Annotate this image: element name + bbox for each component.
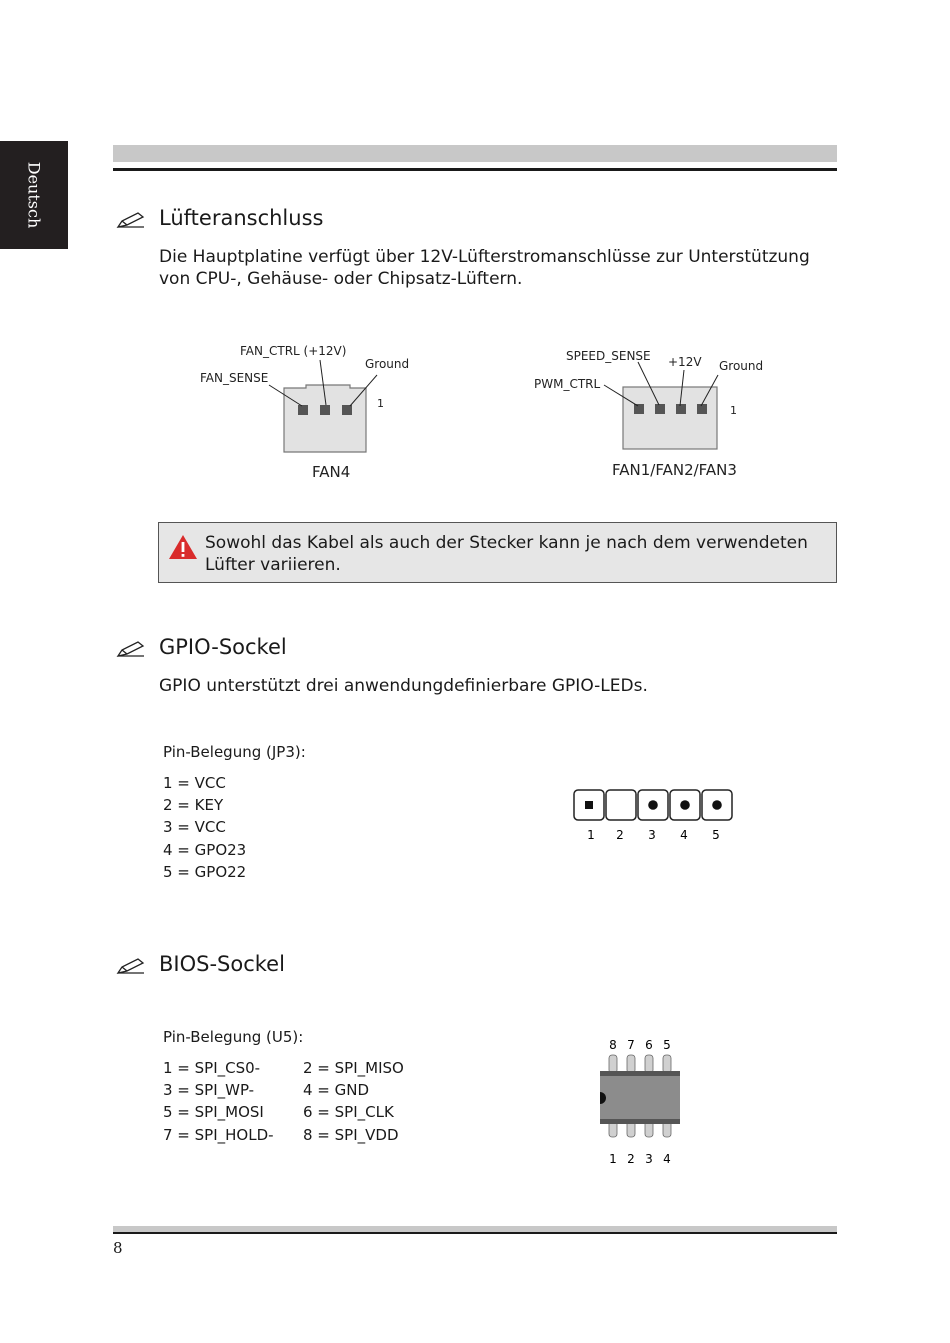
fan4-fan-sense-label: FAN_SENSE	[200, 371, 269, 385]
bios-pin-2: 2 = SPI_MISO	[303, 1059, 404, 1077]
bios-pin-list-left	[163, 1057, 274, 1146]
chip-num-3: 3	[645, 1152, 653, 1166]
jp3-num-4: 4	[680, 828, 688, 842]
bios-chip-diagram	[590, 1035, 690, 1175]
bios-pin-7: 7 = SPI_HOLD-	[163, 1125, 274, 1144]
chip-num-7: 7	[627, 1038, 635, 1052]
warning-box	[158, 522, 837, 583]
fan123-ground-label: Ground	[719, 359, 764, 373]
gpio-pin-1: 1 = VCC	[163, 774, 226, 792]
language-tab	[0, 141, 68, 249]
page-number: 8	[113, 1239, 123, 1257]
footer-rule	[113, 1232, 837, 1234]
header-gray-bar	[113, 145, 837, 162]
chip-num-2: 2	[627, 1152, 635, 1166]
fan-heading: Lüfteranschluss	[159, 206, 324, 230]
bios-pin-6: 6 = SPI_CLK	[303, 1103, 394, 1122]
gpio-pin-list	[163, 772, 246, 883]
bios-pin-5: 5 = SPI_MOSI	[163, 1103, 264, 1122]
jp3-num-3: 3	[648, 828, 656, 842]
chip-num-8: 8	[609, 1038, 617, 1052]
fan4-ground-label: Ground	[365, 357, 410, 371]
jp3-header-diagram	[570, 787, 740, 849]
bios-pin-3: 3 = SPI_WP-	[163, 1081, 255, 1100]
bios-pin-1: 1 = SPI_CS0-	[163, 1059, 261, 1077]
gpio-pin-5: 5 = GPO22	[163, 862, 247, 881]
fan123-speed-sense-label: SPEED_SENSE	[566, 349, 651, 363]
chip-num-1: 1	[609, 1152, 617, 1166]
jp3-num-2: 2	[616, 828, 624, 842]
gpio-heading: GPIO-Sockel	[159, 635, 287, 659]
pencil-icon	[116, 211, 146, 229]
fan123-caption: FAN1/FAN2/FAN3	[612, 461, 737, 479]
fan-description: Die Hauptplatine verfügt über 12V-Lüfterstromanschlüsse zur Unterstützung von CPU-, Gehäuse- oder Chipsatz-Lüftern.	[159, 247, 810, 289]
bios-pin-8: 8 = SPI_VDD	[303, 1125, 399, 1144]
fan123-12v-label: +12V	[668, 355, 702, 369]
bios-heading: BIOS-Sockel	[159, 952, 285, 976]
jp3-num-5: 5	[712, 828, 720, 842]
bios-pin-list-right	[303, 1057, 404, 1146]
bios-pin-title: Pin-Belegung (U5):	[163, 1028, 304, 1046]
fan4-fan-ctrl-label: FAN_CTRL (+12V)	[240, 344, 347, 358]
gpio-pin-title: Pin-Belegung (JP3):	[163, 743, 306, 761]
chip-num-4: 4	[663, 1152, 671, 1166]
chip-num-6: 6	[645, 1038, 653, 1052]
jp3-pin-2	[606, 790, 636, 820]
warning-triangle-icon	[168, 534, 198, 560]
fan4-caption: FAN4	[312, 463, 351, 481]
bios-pin-4: 4 = GND	[303, 1081, 370, 1100]
gpio-description: GPIO unterstützt drei anwendungdefinierbare GPIO-LEDs.	[159, 676, 648, 696]
fan4-pin1-label: 1	[377, 397, 384, 410]
gpio-pin-2: 2 = KEY	[163, 796, 224, 815]
warning-text: Sowohl das Kabel als auch der Stecker kann je nach dem verwendeten Lüfter variieren.	[205, 533, 808, 575]
chip-num-5: 5	[663, 1038, 671, 1052]
pencil-icon	[116, 640, 146, 658]
fan123-pwm-ctrl-label: PWM_CTRL	[534, 377, 601, 391]
language-tab-label: Deutsch	[24, 161, 44, 229]
fan123-pin1-label: 1	[730, 404, 737, 417]
gpio-pin-3: 3 = VCC	[163, 818, 226, 837]
header-rule	[113, 168, 837, 171]
pencil-icon	[116, 957, 146, 975]
gpio-pin-4: 4 = GPO23	[163, 840, 247, 859]
jp3-num-1: 1	[587, 828, 595, 842]
